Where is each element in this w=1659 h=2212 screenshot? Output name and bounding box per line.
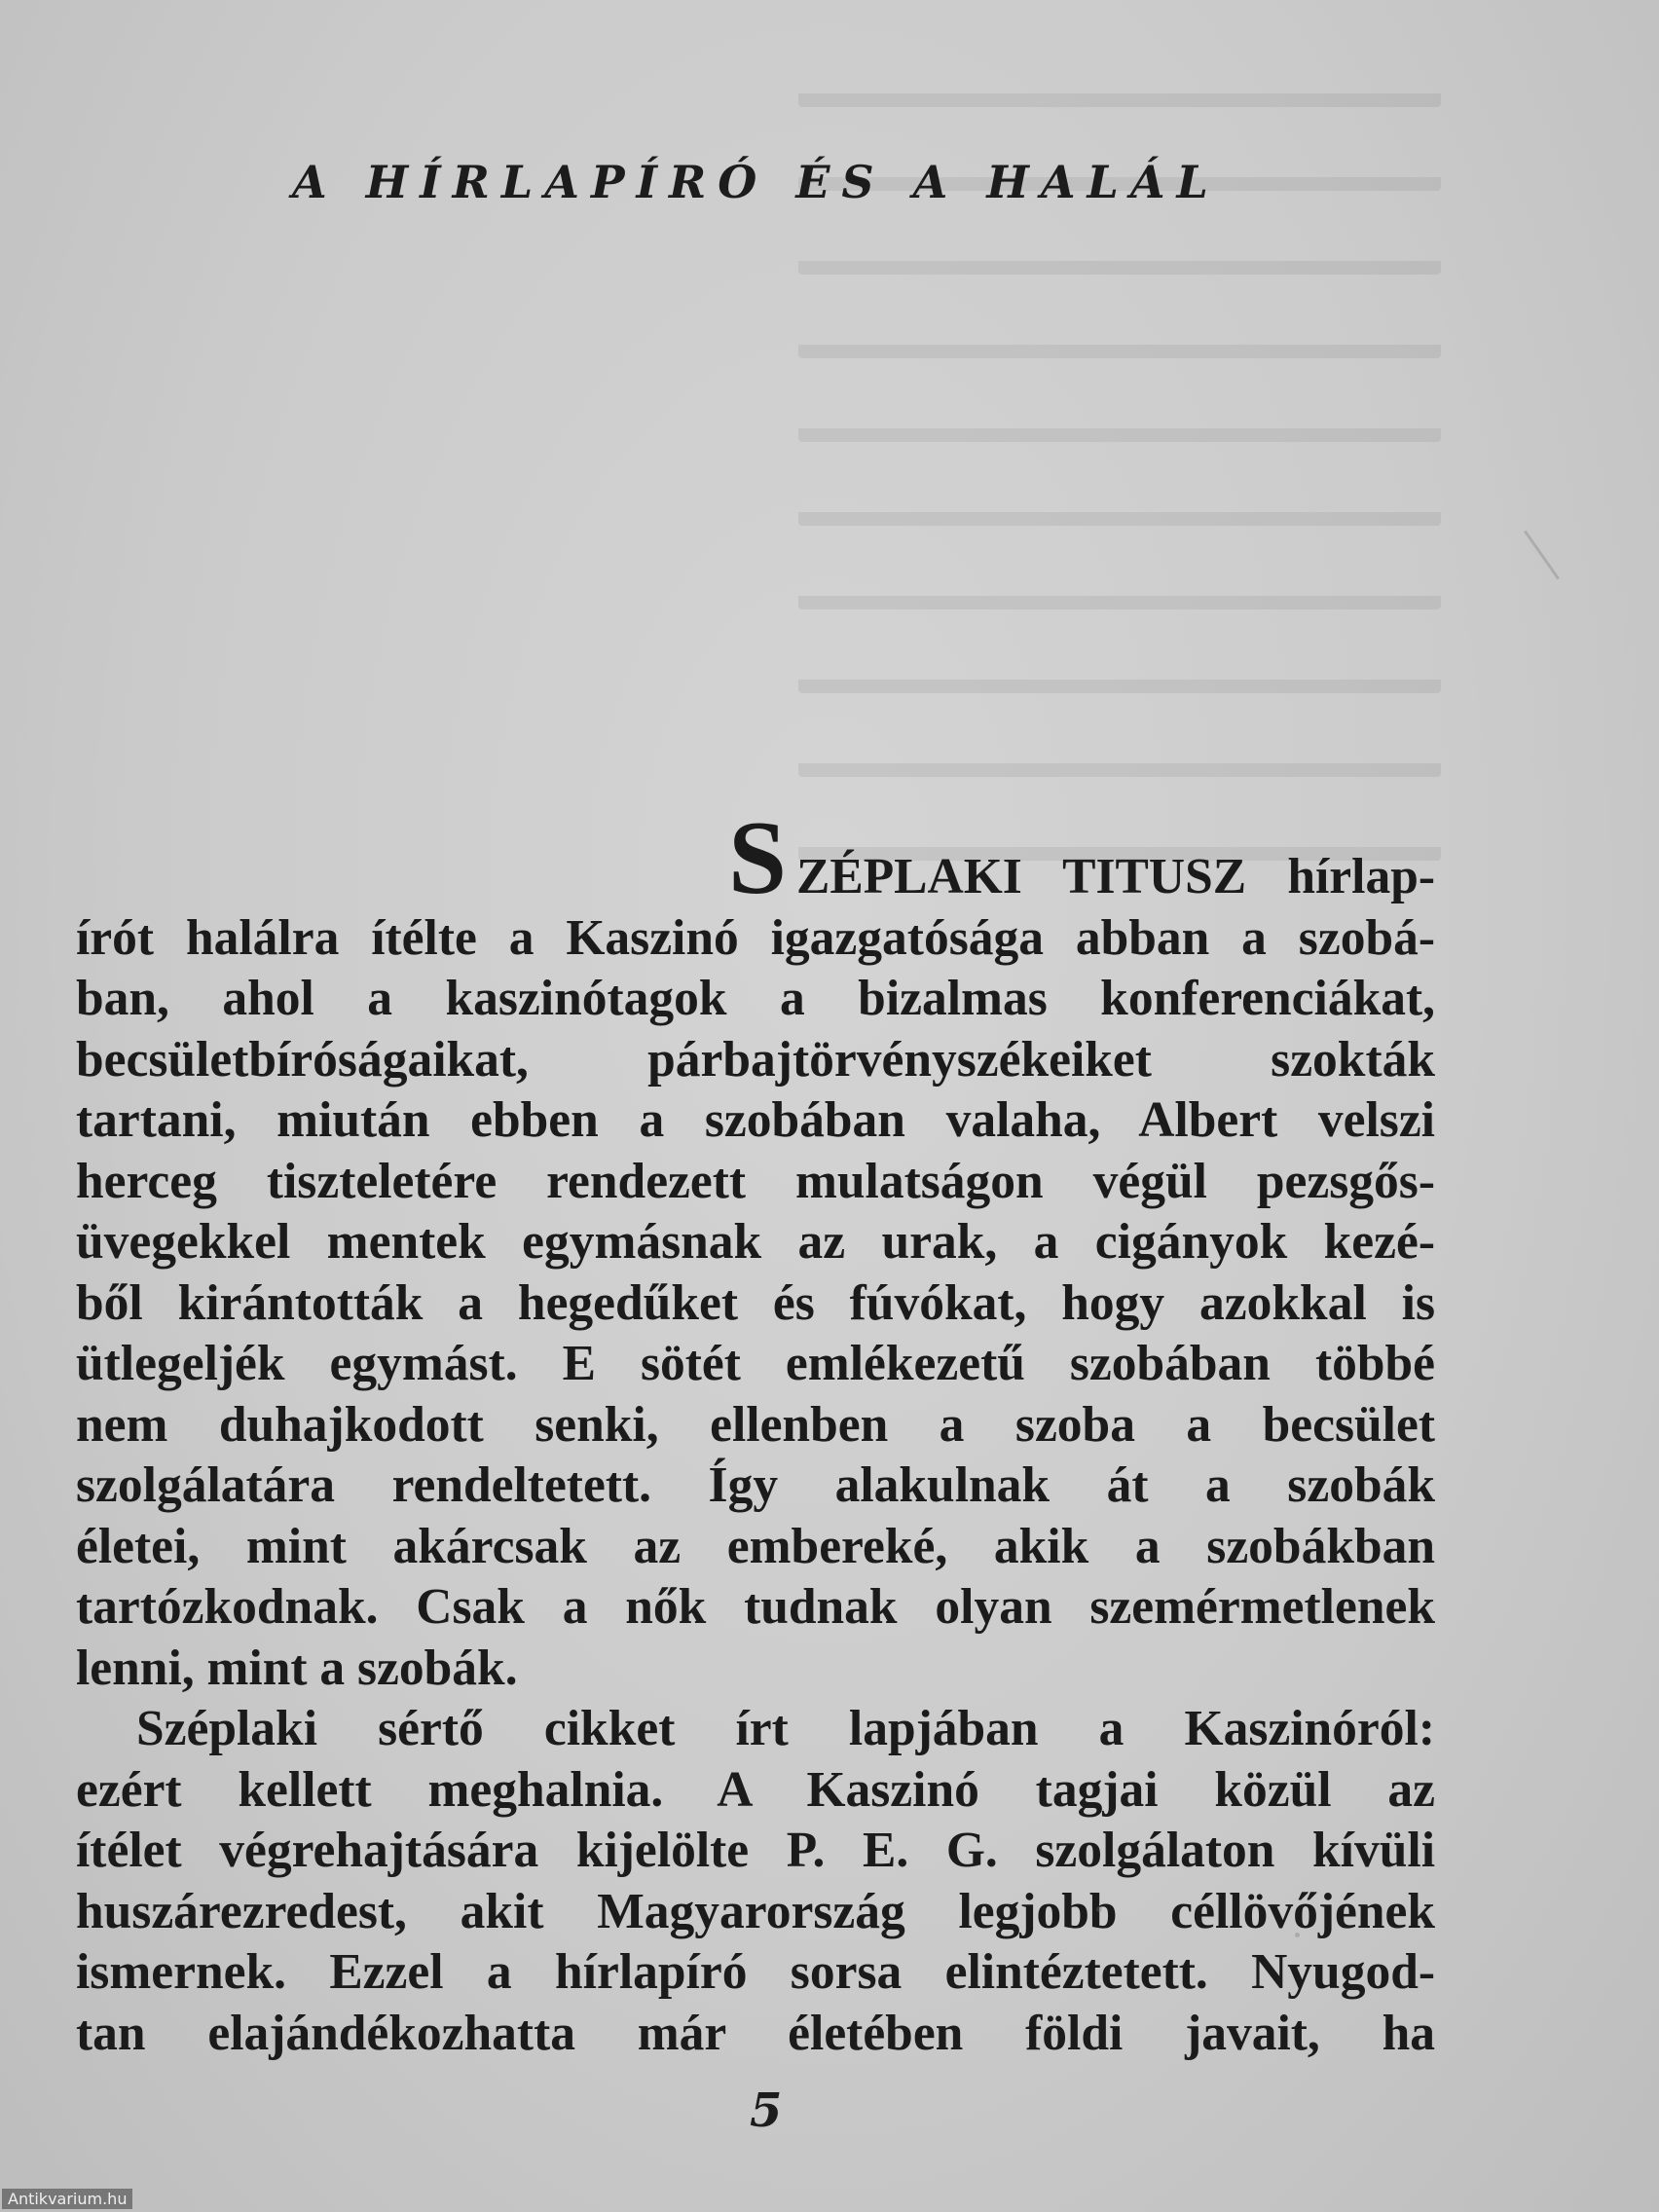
paper-speck [1524, 531, 1560, 580]
text-line: herceg tiszteletére rendezett mulatságon végül pezsgős- [76, 1153, 1435, 1209]
text-line: tartani, miután ebben a szobában valaha, Albert velszi [76, 1092, 1435, 1148]
text-line: huszárezredest, akit Magyarország legjobb céllövőjének [76, 1883, 1435, 1939]
drop-cap: S [728, 800, 788, 916]
text-line: nem duhajkodott senki, ellenben a szoba a becsület [76, 1396, 1435, 1453]
page-number: 5 [750, 2083, 783, 2138]
text-line: ütlegeljék egymást. E sötét emlékezetű szobában többé [76, 1336, 1435, 1391]
text-line: tartózkodnak. Csak a nők tudnak olyan szemérmetlenek [76, 1579, 1435, 1635]
text-line: szolgálatára rendeltetett. Így alakulnak át a szobák [76, 1457, 1435, 1513]
text-line: írót halálra ítélte a Kaszinó igazgatósága abban a szobá- [76, 909, 1435, 966]
text-line: ből kirántották a hegedűket és fúvókat, hogy azokkal is [76, 1274, 1435, 1331]
text-line: ban, ahol a kaszinótagok a bizalmas konferenciákat, [76, 971, 1435, 1026]
paper-speck [1295, 1933, 1300, 1937]
paper-speck [1096, 1906, 1102, 1912]
text-line: tan elajándékozhatta már életében földi javait, ha [76, 2005, 1435, 2061]
watermark: Antikvarium.hu [2, 2189, 132, 2209]
text-line: ezért kellett meghalnia. A Kaszinó tagjai közül az [76, 1761, 1435, 1818]
text-line: ismernek. Ezzel a hírlapíró sorsa elintéztetett. Nyugod- [76, 1944, 1435, 2000]
chapter-title: A HÍRLAPÍRÓ ÉS A HALÁL [292, 156, 1220, 208]
text-line-spacer [76, 847, 1435, 908]
text-line: Széplaki sértő cikket írt lapjában a Kaszinóról: [136, 1701, 1435, 1756]
body-text [76, 847, 1435, 2064]
text-line: ítélet végrehajtására kijelölte P. E. G. szolgálaton kívüli [76, 1823, 1435, 1878]
text-line: lenni, mint a szobák. [76, 1640, 518, 1696]
text-line: életei, mint akárcsak az embereké, akik a szobákban [76, 1518, 1435, 1574]
text-line: üvegekkel mentek egymásnak az urak, a cigányok kezé- [76, 1214, 1435, 1270]
first-line-text: ZÉPLAKI TITUSZ hírlap- [796, 849, 1435, 904]
text-line: becsületbíróságaikat, párbajtörvényszékeiket szokták [76, 1031, 1435, 1088]
